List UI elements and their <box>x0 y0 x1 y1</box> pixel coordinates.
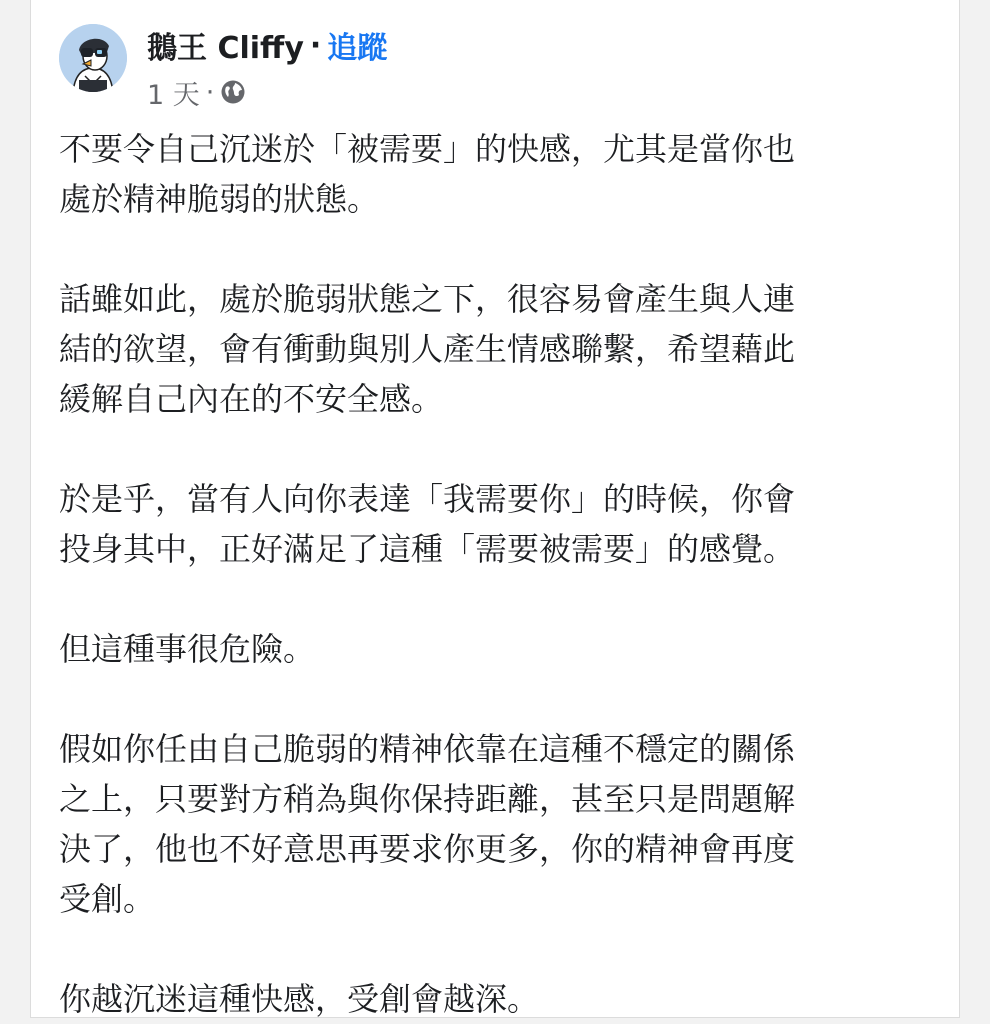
follow-button[interactable]: 追蹤 <box>327 31 388 66</box>
post-paragraph: 但這種事很危險。 <box>59 630 316 668</box>
author-name[interactable]: 鵝王 Cliffy <box>147 31 304 66</box>
post-paragraph: 你越沉迷這種快感，受創會越深。 <box>59 980 540 1018</box>
globe-icon[interactable] <box>220 79 246 105</box>
post-paragraph: 於是乎，當有人向你表達「我需要你」的時候，你會 投身其中，正好滿足了這種「需要被需要」的感覺。 <box>59 480 796 568</box>
post-timestamp[interactable]: 1 天 <box>147 79 200 111</box>
post-paragraph: 假如你任由自己脆弱的精神依靠在這種不穩定的關係 之上，只要對方稍為與你保持距離，甚至只是問題解 決了，他也不好意思再要求你更多，你的精神會再度 受創。 <box>59 730 796 918</box>
goose-avatar-icon[interactable] <box>59 24 127 92</box>
post-header <box>147 24 387 66</box>
post-card <box>30 0 960 1018</box>
meta-separator: · <box>205 76 215 108</box>
post-meta <box>147 74 246 110</box>
post-paragraph: 話雖如此，處於脆弱狀態之下，很容易會產生與人連 結的欲望，會有衝動與別人產生情感聯繫，希望藉此 緩解自己內在的不安全感。 <box>59 280 796 418</box>
post-paragraph: 不要令自己沉迷於「被需要」的快感，尤其是當你也 處於精神脆弱的狀態。 <box>59 130 796 218</box>
header-separator: · <box>309 27 322 63</box>
post-body <box>59 124 933 1024</box>
